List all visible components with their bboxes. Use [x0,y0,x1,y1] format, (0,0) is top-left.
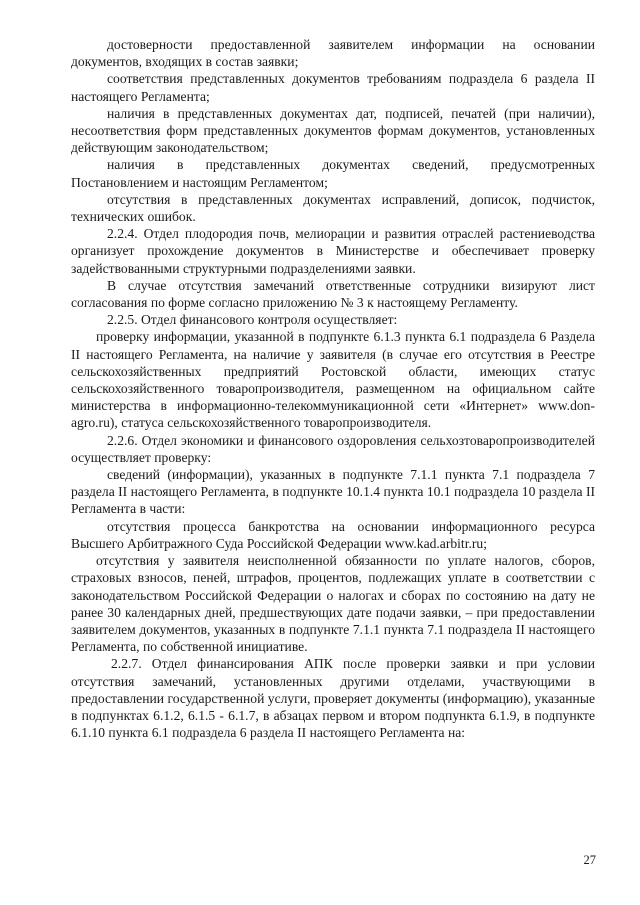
paragraph: 2.2.5. Отдел финансового контроля осуществляет: [107,312,398,328]
paragraph: отсутствия у заявителя неисполненной обязанности по уплате налогов, сборов, страховых взносов, пеней, штрафов, процентов, подлежащих уплате в соответствии с законодательством Российской Федерации о налогах и сборах по состоянию на дату не ранее 30 календарных дней, предшествующих дате подачи заявки, – при предоставлении заявителем документов, указанных в подпункте 7.1.1 пункта 7.1 подраздела II настоящего Регламента, по собственной инициативе. [71,553,595,655]
paragraph: наличия в представленных документах дат, подписей, печатей (при наличии), несоответствия форм представленных документов формам документов, установленных действующим законодательством; [71,105,595,156]
paragraph: соответствия представленных документов требованиям подраздела 6 раздела II настоящего Регламента; [71,71,595,104]
paragraph: проверку информации, указанной в подпункте 6.1.3 пункта 6.1 подраздела 6 Раздела II настоящего Регламента, на наличие у заявителя (в случае его отсутствия в Реестре сельскохозяйственных предприятий Ростовской области, имеющих статус сельскохозяйственного товаропроизводителя, размещенном на официальном сайте министерства в информационно-телекоммуникационной сети «Интернет» www.don-agro.ru), статуса сельскохозяйственного товаропроизводителя. [71,329,595,431]
paragraph: 2.2.4. Отдел плодородия почв, мелиорации и развития отраслей растениеводства организует прохождение документов в Министерстве и обеспечивает проверку задействованными структурными подразделениями заявки. [71,226,595,276]
paragraph: отсутствия процесса банкротства на основании информационного ресурса Высшего Арбитражного Суда Российской Федерации www.kad.arbitr.ru; [71,518,595,551]
paragraph: достоверности предоставленной заявителем информации на основании документов, входящих в состав заявки; [71,37,595,70]
paragraph: отсутствия в представленных документах исправлений, дописок, подчисток, технических ошибок. [71,191,595,225]
page-number: 27 [583,853,596,867]
paragraph: наличия в представленных документах сведений, предусмотренных Постановлением и настоящим Регламентом; [71,157,595,190]
paragraph: сведений (информации), указанных в подпункте 7.1.1 пункта 7.1 подраздела 7 раздела II настоящего Регламента, в подпункте 10.1.4 пункта 10.1 подраздела 10 раздела II Регламента в части: [71,467,595,517]
document-body [71,36,595,741]
paragraph: В случае отсутствия замечаний ответственные сотрудники визируют лист согласования по форме согласно приложению № 3 к настоящему Регламенту. [71,277,595,311]
paragraph: 2.2.6. Отдел экономики и финансового оздоровления сельхозтоваропроизводителей осуществляет проверку: [71,432,595,465]
paragraph: 2.2.7. Отдел финансирования АПК после проверки заявки и при условии отсутствия замечаний, установленных другими отделами, участвующими в предоставлении государственной услуги, проверяет документы (информацию), указанные в подпунктах 6.1.2, 6.1.5 - 6.1.7, в абзацах первом и втором подпункта 6.1.9, в подпункте 6.1.10 пункта 6.1 подраздела 6 раздела II настоящего Регламента на: [71,656,595,741]
